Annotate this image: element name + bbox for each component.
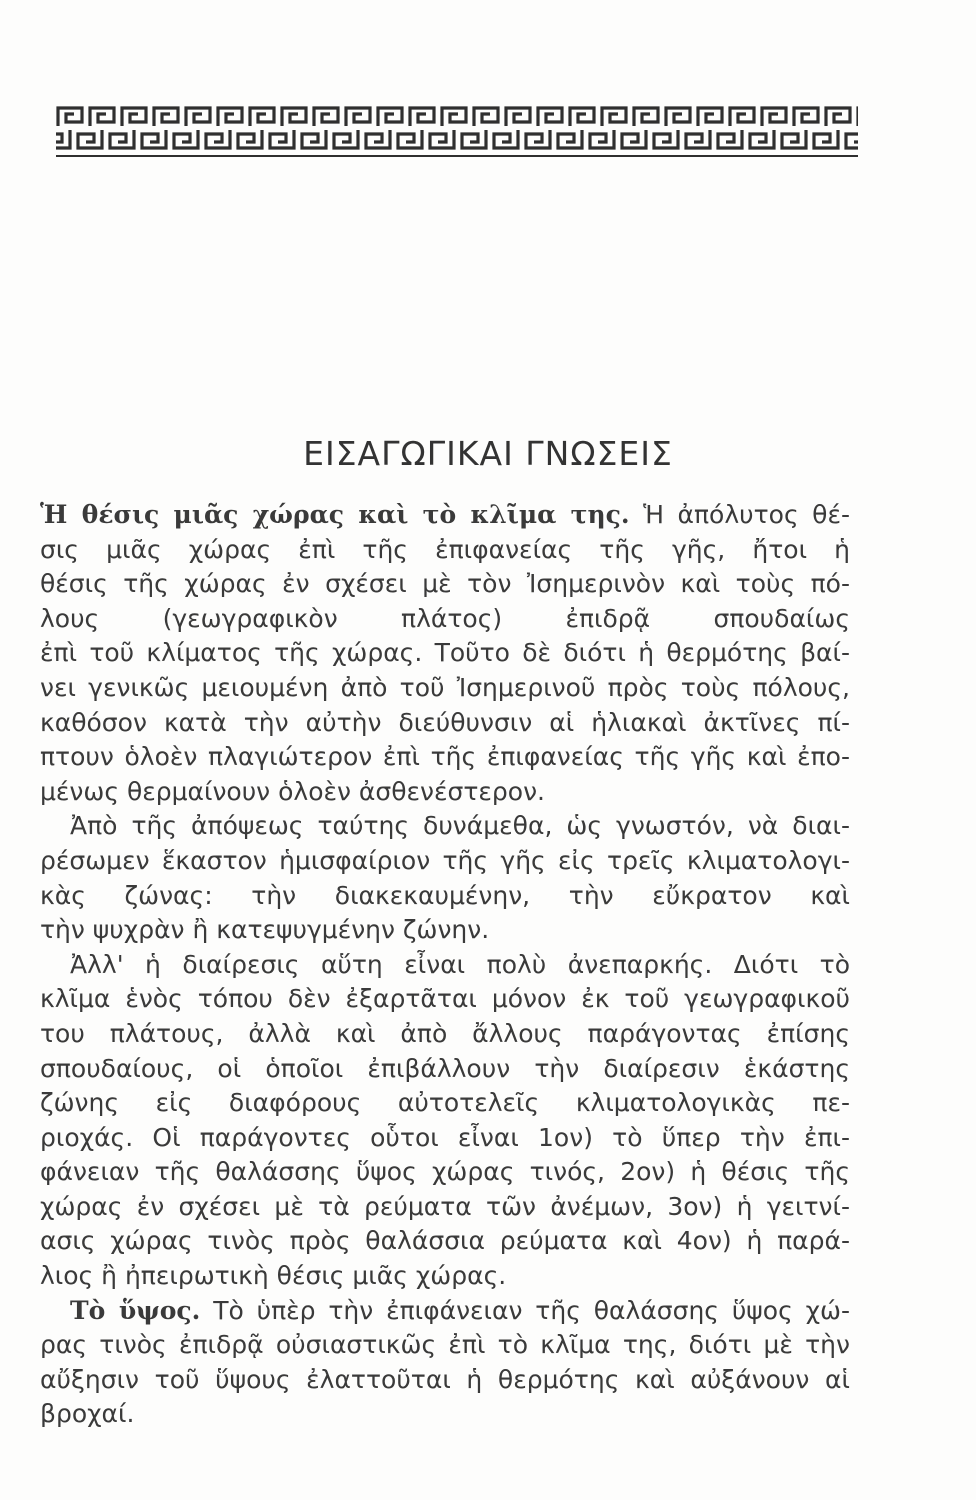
text-line: Ἀπὸ τῆς ἀπόψεως ταύτης δυνάμεθα, ὡς γνωστόν, νὰ διαι- bbox=[70, 811, 850, 841]
text-line: ασις χώρας τινὸς πρὸς θαλάσσια ρεύματα καὶ 4ον) ἡ παρά- bbox=[40, 1226, 850, 1256]
text-line: ρέσωμεν ἕκαστον ἡμισφαίριον τῆς γῆς εἰς τρεῖς κλιματολογι- bbox=[40, 845, 850, 875]
paragraph-position-and-climate bbox=[40, 498, 850, 809]
chapter-heading: ΕΙΣΑΓΩΓΙΚΑΙ ΓΝΩΣΕΙΣ bbox=[303, 434, 673, 474]
text-line: χώρας ἐν σχέσει μὲ τὰ ρεύματα τῶν ἀνέμων, 3ον) ἡ γειτνί- bbox=[40, 1191, 850, 1221]
text-line: σις μιᾶς χώρας ἐπὶ τῆς ἐπιφανείας τῆς γῆς, ἤτοι ἡ bbox=[40, 534, 850, 564]
text-line: του πλάτους, ἀλλὰ καὶ ἀπὸ ἄλλους παράγοντας ἐπίσης bbox=[40, 1018, 850, 1048]
text-line: πτουν ὁλοὲν πλαγιώτερον ἐπὶ τῆς ἐπιφανείας τῆς γῆς καὶ ἐπο- bbox=[40, 742, 850, 772]
text-line: λιος ἢ ἠπειρωτικὴ θέσις μιᾶς χώρας. bbox=[40, 1261, 507, 1291]
text-line: καθόσον κατὰ τὴν αὐτὴν διεύθυνσιν αἱ ἡλιακαὶ ἀκτῖνες πί- bbox=[40, 707, 850, 737]
section-lead-title: Τὸ ὕψος. bbox=[70, 1295, 201, 1325]
text-line: ἐπὶ τοῦ κλίματος τῆς χώρας. Τοῦτο δὲ διότι ἡ θερμότης βαί- bbox=[40, 638, 850, 668]
text-line: Ἀλλ' ἡ διαίρεσις αὕτη εἶναι πολὺ ἀνεπαρκής. Διότι τὸ bbox=[70, 949, 850, 979]
text-line: κὰς ζώνας: τὴν διακεκαυμένην, τὴν εὔκρατον καὶ bbox=[40, 880, 850, 910]
paragraph-climate-zones bbox=[40, 809, 850, 947]
section-lead-title: Ἡ θέσις μιᾶς χώρας καὶ τὸ κλῖμα της. bbox=[40, 500, 630, 529]
text-line: Ἡ θέσις μιᾶς χώρας καὶ τὸ κλῖμα της. Ἡ ἀπόλυτος θέ- bbox=[40, 500, 850, 529]
text-line: ριοχάς. Οἱ παράγοντες οὗτοι εἶναι 1ον) τὸ ὕπερ τὴν ἐπι- bbox=[40, 1122, 850, 1152]
text-line: κλῖμα ἑνὸς τόπου δὲν ἐξαρτᾶται μόνον ἐκ τοῦ γεωγραφικοῦ bbox=[40, 984, 850, 1014]
text-line: μένως θερμαίνουν ὁλοὲν ἀσθενέστερον. bbox=[40, 776, 546, 806]
greek-key-meander-icon bbox=[56, 104, 858, 158]
text-line: ζώνης εἰς διαφόρους αὐτοτελεῖς κλιματολογικὰς πε- bbox=[40, 1088, 850, 1118]
text-line: βροχαί. bbox=[40, 1399, 135, 1429]
paragraph-climate-factors bbox=[40, 948, 850, 1294]
text-line: φάνειαν τῆς θαλάσσης ὕψος χώρας τινός, 2ον) ἡ θέσις τῆς bbox=[40, 1157, 850, 1187]
body-text bbox=[40, 498, 850, 1432]
text-line: λους (γεωγραφικὸν πλάτος) ἐπιδρᾷ σπουδαίως bbox=[40, 603, 850, 633]
text-line: σπουδαίους, οἱ ὁποῖοι ἐπιβάλλουν τὴν διαίρεσιν ἑκάστης bbox=[40, 1053, 850, 1083]
paragraph-altitude bbox=[40, 1294, 850, 1432]
text-line: ρας τινὸς ἐπιδρᾷ οὐσιαστικῶς ἐπὶ τὸ κλῖμα της, διότι μὲ τὴν bbox=[40, 1330, 850, 1360]
text-line: τὴν ψυχρὰν ἢ κατεψυγμένην ζώνην. bbox=[40, 915, 490, 945]
text-line: θέσις τῆς χώρας ἐν σχέσει μὲ τὸν Ἰσημερινὸν καὶ τοὺς πό- bbox=[40, 569, 850, 599]
text-line: Τὸ ὕψος. Τὸ ὑπὲρ τὴν ἐπιφάνειαν τῆς θαλάσσης ὕψος χώ- bbox=[70, 1295, 850, 1325]
text-line: νει γενικῶς μειουμένη ἀπὸ τοῦ Ἰσημερινοῦ πρὸς τοὺς πόλους, bbox=[40, 672, 850, 702]
text-line: αὔξησιν τοῦ ὕψους ἐλαττοῦται ἡ θερμότης καὶ αὐξάνουν αἱ bbox=[40, 1364, 850, 1394]
